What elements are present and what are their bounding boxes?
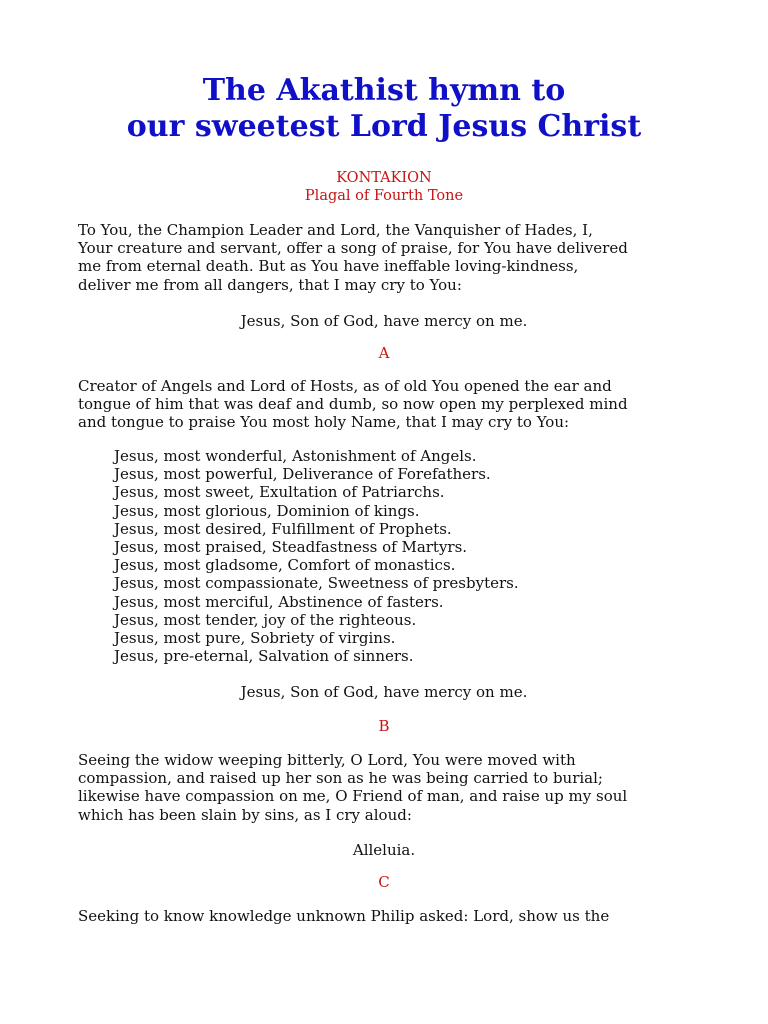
- invocation-item: Jesus, most sweet, Exultation of Patriarchs.: [114, 483, 445, 502]
- invocation-item: Jesus, most tender, joy of the righteous.: [114, 610, 417, 629]
- section-letter-a: A: [378, 344, 390, 362]
- invocation-item: Jesus, most praised, Steadfastness of Martyrs.: [114, 538, 468, 557]
- kontakion-tone: Plagal of Fourth Tone: [304, 188, 464, 204]
- text-line: Your creature and servant, offer a song of praise, for You have delivered: [78, 239, 628, 258]
- invocation-item: Jesus, pre-eternal, Salvation of sinners.: [114, 647, 414, 666]
- text-line: Seeing the widow weeping bitterly, O Lord, You were moved with: [78, 751, 576, 769]
- kontakion-refrain: Jesus, Son of God, have mercy on me.: [240, 312, 528, 330]
- text-line: likewise have compassion on me, O Friend of man, and raise up my soul: [78, 787, 628, 806]
- invocation-item: Jesus, most glorious, Dominion of kings.: [114, 501, 420, 520]
- text-line: deliver me from all dangers, that I may cry to You:: [78, 275, 462, 294]
- text-line: tongue of him that was deaf and dumb, so now open my perplexed mind: [78, 395, 628, 414]
- section-a-refrain: Jesus, Son of God, have mercy on me.: [240, 683, 528, 701]
- invocation-item: Jesus, most desired, Fulfillment of Prophets.: [114, 519, 452, 538]
- section-letter-c: C: [378, 873, 390, 891]
- text-line: compassion, and raised up her son as he was being carried to burial;: [78, 769, 603, 788]
- invocation-item: Jesus, most compassionate, Sweetness of presbyters.: [114, 574, 519, 593]
- invocation-list: [114, 447, 714, 665]
- section-letter-b: B: [378, 717, 390, 735]
- text-line: and tongue to praise You most holy Name, that I may cry to You:: [78, 413, 570, 432]
- kontakion-heading: KONTAKION: [336, 170, 432, 186]
- invocation-item: Jesus, most powerful, Deliverance of Forefathers.: [114, 465, 491, 484]
- text-line: Seeking to know knowledge unknown Philip asked: Lord, show us the: [78, 907, 610, 925]
- kontakion-text: [78, 221, 718, 294]
- section-a-text: [78, 377, 718, 432]
- text-line: To You, the Champion Leader and Lord, the Vanquisher of Hades, I,: [78, 221, 593, 239]
- title-line-2: our sweetest Lord Jesus Christ: [126, 109, 642, 144]
- invocation-item: Jesus, most gladsome, Comfort of monastics.: [114, 556, 456, 575]
- document-title: [0, 73, 768, 145]
- section-b-text: [78, 751, 718, 824]
- invocation-item: Jesus, most wonderful, Astonishment of Angels.: [114, 447, 477, 465]
- section-c-text: [78, 907, 718, 925]
- text-line: Creator of Angels and Lord of Hosts, as of old You opened the ear and: [78, 377, 612, 395]
- invocation-item: Jesus, most pure, Sobriety of virgins.: [114, 629, 396, 648]
- invocation-item: Jesus, most merciful, Abstinence of fasters.: [114, 592, 444, 611]
- text-line: me from eternal death. But as You have ineffable loving-kindness,: [78, 257, 579, 276]
- text-line: which has been slain by sins, as I cry aloud:: [78, 805, 412, 824]
- title-line-1: The Akathist hymn to: [202, 73, 566, 108]
- section-b-refrain: Alleluia.: [352, 841, 416, 859]
